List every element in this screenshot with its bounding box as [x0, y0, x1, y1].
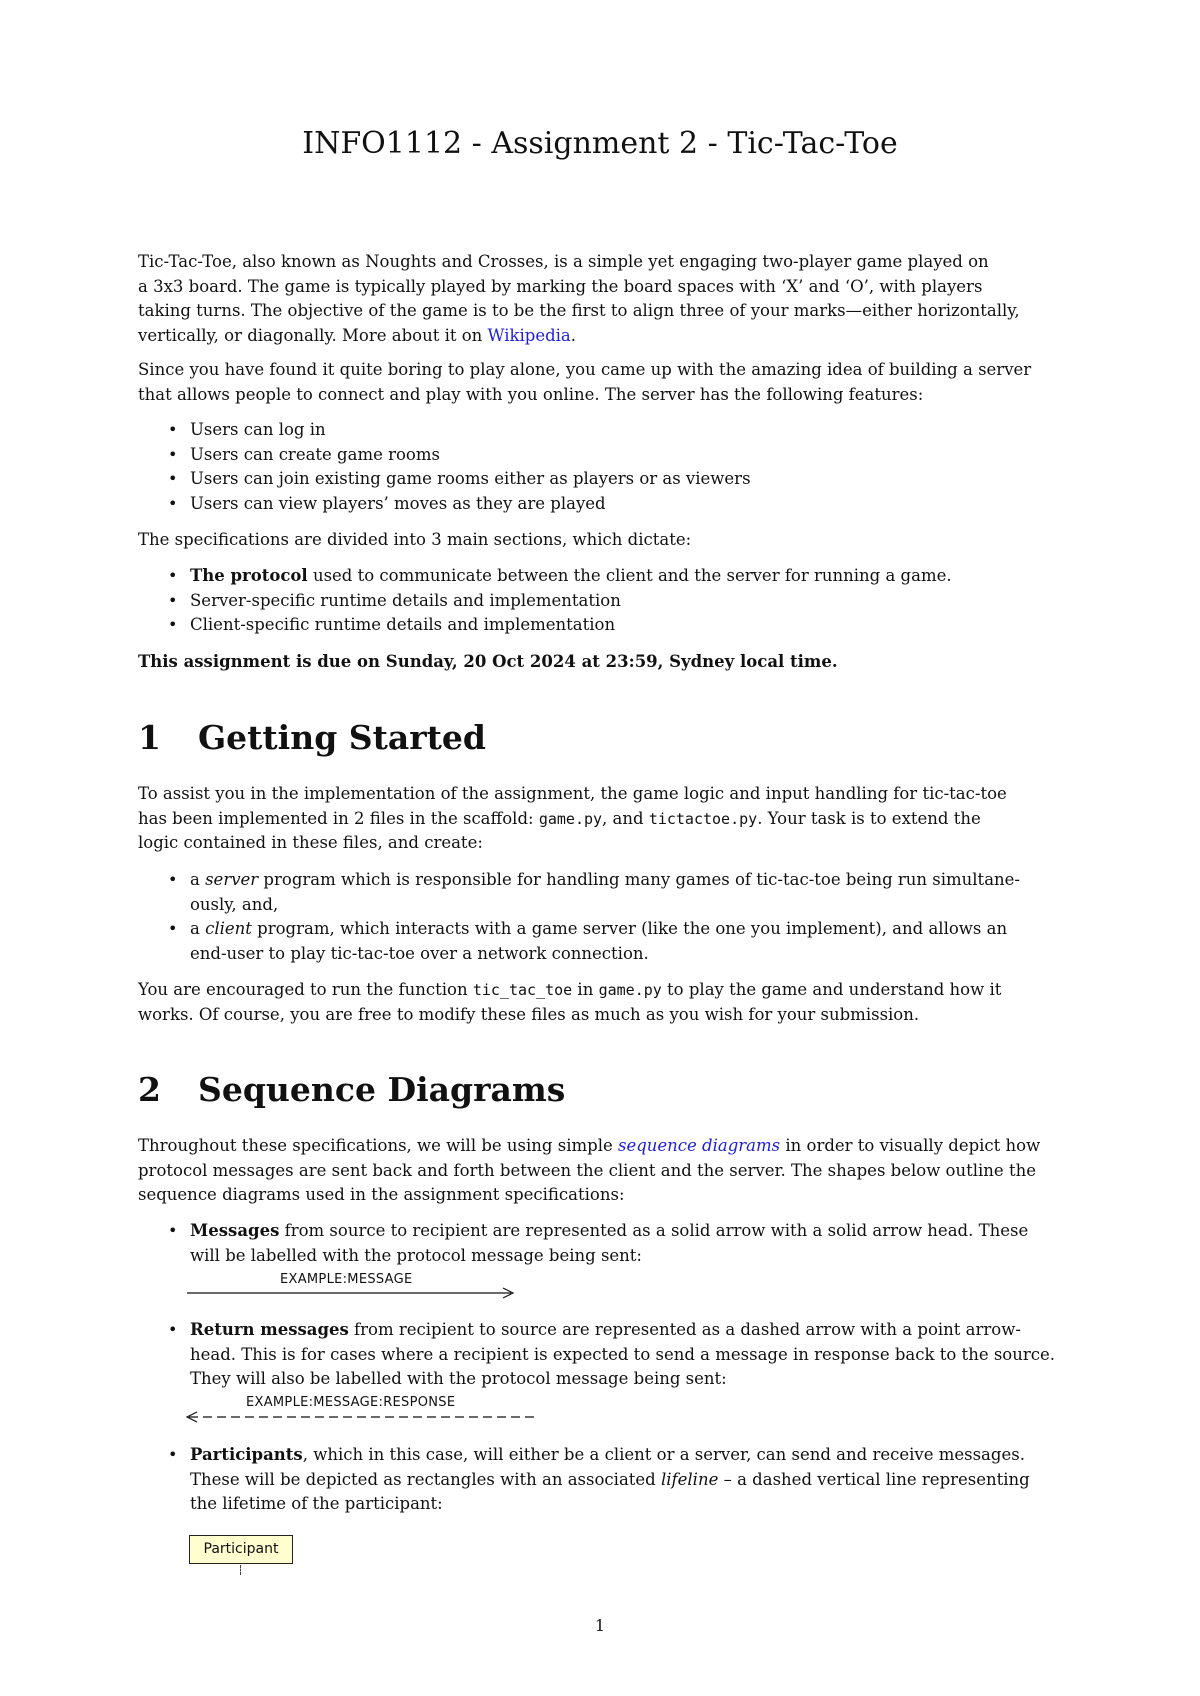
page-number: 1 [594, 1616, 606, 1635]
paragraph-text: in [572, 980, 599, 999]
paragraph-line: works. Of course, you are free to modify these files as much as you wish for your submission. [138, 1004, 920, 1024]
code-function: tic_tac_toe [472, 981, 573, 999]
participant-box: Participant [189, 1535, 293, 1564]
intro-text: vertically, or diagonally. More about it on [138, 325, 488, 345]
paragraph-line [138, 978, 1072, 1003]
section-heading-sequence-diagrams [138, 1070, 565, 1109]
section-number: 2 [138, 1070, 161, 1109]
return-arrow-label: EXAMPLE:MESSAGE:RESPONSE [246, 1395, 456, 1410]
list-item: • Users can join existing game rooms either as players or as viewers [138, 467, 1072, 492]
list-item-text: – a dashed vertical line representing [718, 1469, 1030, 1489]
intro-line: a 3x3 board. The game is typically played by marking the board spaces with ‘X’ and ‘O’, with players [138, 276, 983, 296]
participant-lifeline [240, 1565, 241, 1575]
dashed-return-arrow [185, 1410, 545, 1424]
emphasis: client [205, 919, 252, 938]
section-title: Sequence Diagrams [198, 1070, 566, 1109]
list-item-text: program, which interacts with a game server (like the one you implement), and allows an [251, 919, 1008, 938]
paragraph-text: , and [602, 808, 649, 828]
list-item: • Users can log in [138, 418, 1072, 443]
emphasis: server [205, 870, 259, 889]
list-item-text: used to communicate between the client and the server for running a game. [307, 566, 952, 585]
getting-started-paragraph [138, 782, 1072, 856]
features-list [138, 418, 1072, 516]
messages-term: Messages [190, 1221, 280, 1240]
section-title: Getting Started [198, 718, 486, 757]
intro-text: . [570, 325, 577, 345]
section-number: 1 [138, 718, 161, 757]
paragraph-line [138, 807, 1072, 832]
list-item [138, 868, 1072, 917]
list-item-text: the lifetime of the participant: [190, 1494, 443, 1513]
list-item-text: program which is responsible for handling many games of tic-tac-toe being run simultane- [258, 870, 1020, 889]
paragraph-line: To assist you in the implementation of the assignment, the game logic and input handling for tic-tac-toe [138, 784, 1007, 803]
list-item-text: , which in this case, will either be a client or a server, can send and receive messages. [302, 1445, 1025, 1464]
encouragement-paragraph [138, 978, 1072, 1027]
list-item [138, 1219, 1072, 1268]
list-item [138, 1318, 1072, 1392]
paragraph-text: Throughout these specifications, we will be using simple [138, 1136, 618, 1155]
intro-line: Tic-Tac-Toe, also known as Noughts and Crosses, is a simple yet engaging two-player game played on [138, 252, 989, 271]
list-item [138, 613, 1072, 638]
list-item-text: head. This is for cases where a recipient is expected to send a message in response back to the source. [190, 1344, 1055, 1364]
list-item-text: They will also be labelled with the protocol message being sent: [190, 1369, 727, 1388]
paragraph-text: . Your task is to extend the [757, 808, 981, 828]
participants-term: Participants [190, 1445, 303, 1464]
motivation-line: that allows people to connect and play with you online. The server has the following features: [138, 384, 924, 404]
motivation-paragraph [138, 358, 1072, 407]
list-item [138, 589, 1072, 614]
list-item-text: will be labelled with the protocol message being sent: [190, 1245, 642, 1265]
paragraph-text: to play the game and understand how it [661, 980, 1002, 999]
code-filename: tictactoe.py [648, 809, 758, 828]
paragraph-line: protocol messages are sent back and forth between the client and the server. The shapes below outline the [138, 1160, 1036, 1180]
code-filename: game.py [598, 981, 662, 999]
list-item-text: from source to recipient are represented as a solid arrow with a solid arrow head. These [279, 1221, 1029, 1240]
spec-intro: The specifications are divided into 3 main sections, which dictate: [138, 530, 692, 549]
participants-item [138, 1443, 1072, 1517]
paragraph-text: in order to visually depict how [780, 1136, 1041, 1155]
programs-list [138, 868, 1072, 966]
paragraph-text: You are encouraged to run the function [138, 980, 473, 999]
list-item-text: ously, and, [190, 894, 279, 914]
messages-item [138, 1219, 1072, 1268]
list-item-text: These will be depicted as rectangles with an associated [190, 1469, 661, 1489]
list-item-text: a [190, 919, 206, 938]
message-arrow-label: EXAMPLE:MESSAGE [280, 1272, 413, 1287]
motivation-line: Since you have found it quite boring to play alone, you came up with the amazing idea of building a server [138, 360, 1032, 379]
document-title: INFO1112 - Assignment 2 - Tic-Tac-Toe [302, 126, 898, 161]
code-filename: game.py [538, 809, 603, 828]
list-item: • Users can view players’ moves as they are played [138, 492, 1072, 517]
return-messages-item [138, 1318, 1072, 1392]
section-heading-getting-started [138, 718, 486, 757]
list-item-text: a [190, 870, 206, 889]
list-item [138, 917, 1072, 966]
list-item [138, 1443, 1072, 1517]
emphasis: lifeline [660, 1469, 719, 1489]
list-item-text: Client-specific runtime details and implementation [190, 615, 616, 634]
solid-message-arrow [185, 1286, 525, 1300]
intro-line: taking turns. The objective of the game is to be the first to align three of your marks—either horizontally, [138, 301, 1020, 320]
list-item-text: from recipient to source are represented as a dashed arrow with a point arrow- [348, 1320, 1021, 1339]
list-item-text: end-user to play tic-tac-toe over a network connection. [190, 943, 649, 963]
intro-line [138, 324, 1072, 349]
paragraph-text: has been implemented in 2 files in the scaffold: [138, 808, 539, 828]
list-item: • Users can create game rooms [138, 443, 1072, 468]
list-item [138, 564, 1072, 589]
paragraph-line: logic contained in these files, and create: [138, 833, 483, 852]
spec-sections-list [138, 564, 1072, 638]
protocol-term: The protocol [190, 566, 308, 585]
intro-paragraph [138, 250, 1072, 348]
sequence-diagrams-link[interactable]: sequence diagrams [617, 1136, 781, 1155]
list-item-text: Server-specific runtime details and implementation [190, 590, 621, 610]
return-messages-term: Return messages [190, 1320, 349, 1339]
sequence-intro-paragraph [138, 1134, 1072, 1208]
wikipedia-link[interactable]: Wikipedia [487, 325, 571, 345]
paragraph-line: sequence diagrams used in the assignment specifications: [138, 1185, 625, 1204]
paragraph-line [138, 1134, 1072, 1159]
due-date-notice: This assignment is due on Sunday, 20 Oct 2024 at 23:59, Sydney local time. [138, 652, 838, 671]
